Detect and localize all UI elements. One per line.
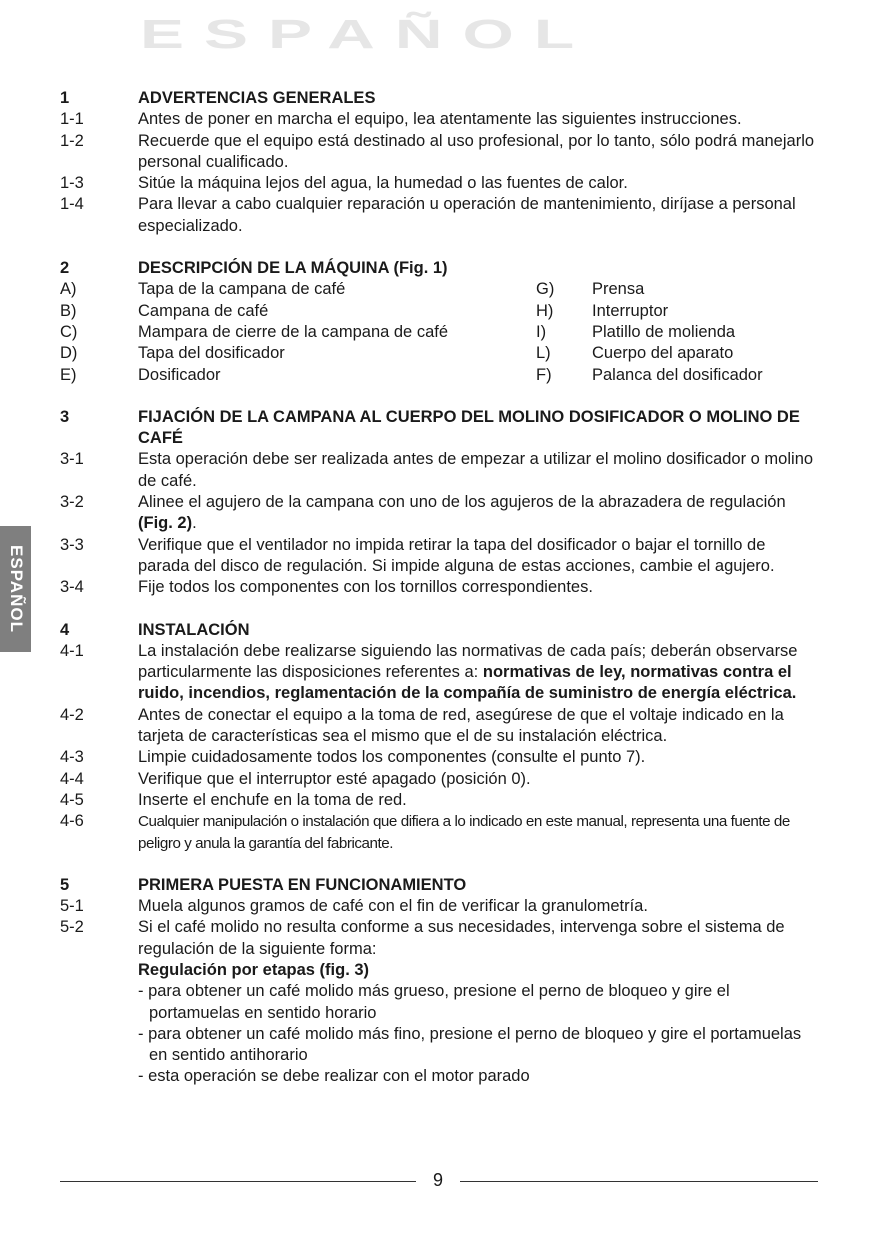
list-item bbox=[60, 131, 820, 174]
part-letter: A) bbox=[60, 280, 77, 299]
part-item bbox=[60, 279, 536, 300]
part-name: Mampara de cierre de la campana de café bbox=[138, 322, 449, 341]
item-number: 3-4 bbox=[60, 578, 84, 597]
item-text-end: . bbox=[192, 514, 197, 533]
part-letter: H) bbox=[536, 301, 554, 320]
item-number: 4-5 bbox=[60, 790, 84, 809]
part-name: Prensa bbox=[592, 280, 645, 299]
section-title: PRIMERA PUESTA EN FUNCIONAMIENTO bbox=[138, 875, 467, 894]
item-number: 4-1 bbox=[60, 641, 84, 660]
item-number: 4-6 bbox=[60, 812, 84, 831]
list-item bbox=[60, 790, 820, 811]
item-number: 1-4 bbox=[60, 195, 84, 214]
item-text: Fije todos los componentes con los tornillos correspondientes. bbox=[138, 578, 593, 597]
item-number: 4-3 bbox=[60, 748, 84, 767]
section-number: 1 bbox=[60, 89, 70, 107]
list-item bbox=[60, 535, 820, 578]
section-heading bbox=[60, 407, 820, 450]
section-number: 4 bbox=[60, 620, 70, 639]
list-item bbox=[60, 747, 820, 768]
item-text: Esta operación debe ser realizada antes de empezar a utilizar el molino dosificador o molino de café. bbox=[138, 450, 814, 490]
part-item bbox=[60, 365, 536, 386]
bullet-item: - para obtener un café molido más grueso, presione el perno de bloqueo y gire el portamuelas en sentido horario bbox=[138, 982, 730, 1022]
list-item bbox=[60, 917, 820, 1087]
part-name: Platillo de molienda bbox=[592, 322, 736, 341]
list-item bbox=[60, 811, 820, 854]
part-name: Tapa de la campana de café bbox=[138, 280, 346, 299]
item-number: 5-2 bbox=[60, 918, 84, 937]
subheading: Regulación por etapas (fig. 3) bbox=[138, 960, 370, 979]
part-letter: G) bbox=[536, 280, 555, 299]
list-item bbox=[60, 769, 820, 790]
item-text-warning: Cualquier manipulación o instalación que difiera a lo indicado en este manual, representa una fuente de peligro y anula la garantía del fabricante. bbox=[138, 813, 790, 852]
item-text: Para llevar a cabo cualquier reparación u operación de mantenimiento, diríjase a personal especializado. bbox=[138, 195, 796, 235]
footer-rule-right bbox=[460, 1181, 818, 1182]
section-heading bbox=[60, 258, 820, 279]
item-number: 5-1 bbox=[60, 897, 84, 916]
section-title: DESCRIPCIÓN DE LA MÁQUINA (Fig. 1) bbox=[138, 259, 448, 278]
item-text bbox=[138, 492, 820, 535]
parts-list bbox=[60, 279, 820, 385]
part-name: Interruptor bbox=[592, 301, 669, 320]
item-number: 3-3 bbox=[60, 535, 84, 554]
parts-column-left bbox=[60, 279, 536, 385]
item-text: Verifique que el ventilador no impida retirar la tapa del dosificador o bajar el tornillo de parada del disco de regulación. Si impide alguna de estas acciones, cambie el agujero. bbox=[138, 535, 775, 575]
list-item bbox=[60, 173, 820, 194]
figure-reference: (Fig. 2) bbox=[138, 514, 193, 533]
item-text bbox=[138, 641, 820, 705]
list-item bbox=[60, 577, 820, 598]
list-item bbox=[60, 449, 820, 492]
document-body bbox=[60, 88, 820, 1088]
item-text: Recuerde que el equipo está destinado al uso profesional, por lo tanto, sólo podrá manejarlo personal cualificado. bbox=[138, 131, 815, 171]
language-side-tab bbox=[0, 526, 31, 652]
section-number: 3 bbox=[60, 407, 70, 426]
part-letter: E) bbox=[60, 365, 77, 384]
section-title: FIJACIÓN DE LA CAMPANA AL CUERPO DEL MOLINO DOSIFICADOR O MOLINO DE CAFÉ bbox=[138, 407, 800, 448]
section-number: 2 bbox=[60, 259, 70, 278]
list-item bbox=[60, 896, 820, 917]
part-name: Palanca del dosificador bbox=[592, 365, 763, 384]
item-text-block bbox=[138, 917, 820, 1087]
section-title: ADVERTENCIAS GENERALES bbox=[138, 89, 376, 107]
parts-column-right bbox=[536, 279, 820, 385]
part-letter: D) bbox=[60, 344, 78, 363]
item-number: 1-1 bbox=[60, 110, 84, 129]
item-text-emphasis: normativas de ley, normativas contra el ruido, incendios, reglamentación de la compañía de suministro de energía eléctrica. bbox=[138, 663, 797, 703]
part-letter: I) bbox=[536, 322, 547, 341]
part-name: Cuerpo del aparato bbox=[592, 344, 734, 363]
part-item bbox=[60, 343, 536, 364]
footer-rule-left bbox=[60, 1181, 416, 1182]
section-number: 5 bbox=[60, 875, 70, 894]
item-text: Verifique que el interruptor esté apagado (posición 0). bbox=[138, 769, 531, 788]
part-item bbox=[536, 343, 820, 364]
part-letter: L) bbox=[536, 344, 551, 363]
part-letter: B) bbox=[60, 301, 77, 320]
language-banner: ESPAÑOL bbox=[140, 10, 595, 57]
list-item bbox=[60, 492, 820, 535]
section-title: INSTALACIÓN bbox=[138, 620, 250, 639]
item-text: Antes de conectar el equipo a la toma de red, asegúrese de que el voltaje indicado en la tarjeta de características sea el mismo que el de su instalación eléctrica. bbox=[138, 705, 784, 746]
part-item bbox=[536, 322, 820, 343]
section-heading bbox=[60, 88, 820, 109]
item-text-regular: Alinee el agujero de la campana con uno de los agujeros de la abrazadera de regulación bbox=[138, 493, 786, 512]
item-text-regular: La instalación debe realizarse siguiendo las normativas de cada país; deberán observarse particularmente las disposiciones referentes a: bbox=[138, 641, 798, 682]
bullet-item: - para obtener un café molido más fino, presione el perno de bloqueo y gire el portamuelas en sentido antihorario bbox=[138, 1024, 802, 1065]
item-number: 4-2 bbox=[60, 705, 84, 724]
part-item bbox=[536, 365, 820, 386]
item-text: Inserte el enchufe en la toma de red. bbox=[138, 790, 407, 809]
part-item bbox=[60, 322, 536, 343]
part-item bbox=[536, 301, 820, 322]
part-name: Dosificador bbox=[138, 365, 221, 384]
page-number: 9 bbox=[432, 1170, 443, 1190]
item-number: 4-4 bbox=[60, 769, 84, 788]
section-heading bbox=[60, 875, 820, 896]
list-item bbox=[60, 705, 820, 748]
section-heading bbox=[60, 620, 820, 641]
side-tab-label: ESPAÑOL bbox=[6, 545, 26, 633]
part-item bbox=[60, 301, 536, 322]
part-name: Campana de café bbox=[138, 301, 269, 320]
bullet-item: - esta operación se debe realizar con el motor parado bbox=[138, 1067, 530, 1086]
list-item bbox=[60, 194, 820, 237]
part-name: Tapa del dosificador bbox=[138, 344, 285, 363]
part-item bbox=[536, 279, 820, 300]
item-text: Si el café molido no resulta conforme a sus necesidades, intervenga sobre el sistema de regulación de la siguiente forma: bbox=[138, 918, 785, 958]
list-item bbox=[60, 109, 820, 130]
part-letter: F) bbox=[536, 365, 552, 384]
item-text: Antes de poner en marcha el equipo, lea atentamente las siguientes instrucciones. bbox=[138, 110, 742, 129]
item-text: Limpie cuidadosamente todos los componentes (consulte el punto 7). bbox=[138, 748, 646, 767]
item-number: 1-3 bbox=[60, 174, 84, 193]
item-number: 3-2 bbox=[60, 493, 84, 512]
item-text: Sitúe la máquina lejos del agua, la humedad o las fuentes de calor. bbox=[138, 174, 628, 193]
part-letter: C) bbox=[60, 322, 78, 341]
item-number: 3-1 bbox=[60, 450, 84, 469]
item-text: Muela algunos gramos de café con el fin de verificar la granulometría. bbox=[138, 897, 648, 916]
list-item bbox=[60, 641, 820, 705]
item-number: 1-2 bbox=[60, 131, 84, 150]
